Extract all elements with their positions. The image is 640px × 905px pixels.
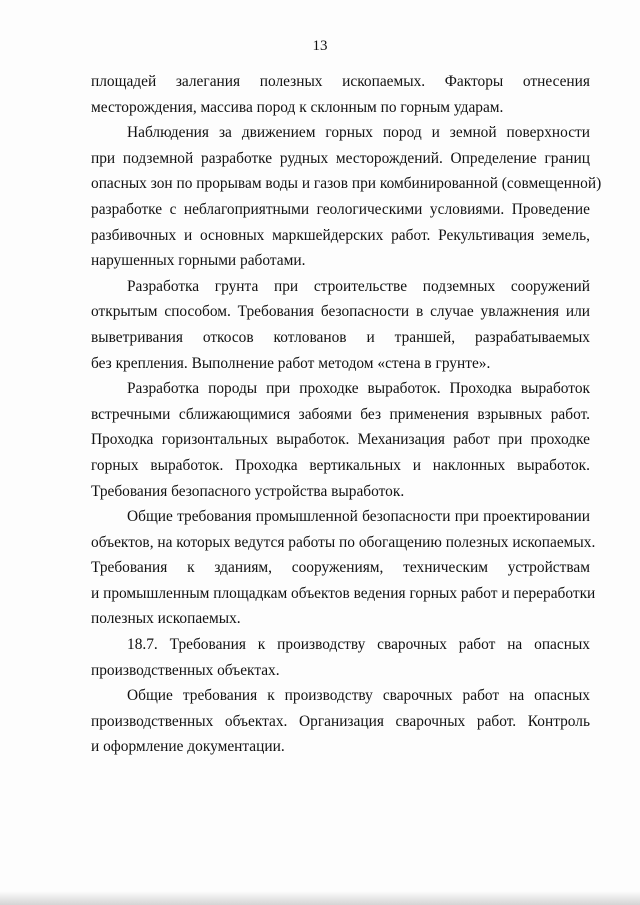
text-line: 18.7. Требования к производству сварочных работ на опасных xyxy=(127,636,590,654)
section-heading xyxy=(91,632,590,683)
text-line: полезных ископаемых. xyxy=(91,610,241,628)
text-line: и оформление документации. xyxy=(91,738,285,756)
text-line: Разработка грунта при строительстве подземных сооружений xyxy=(127,277,590,295)
text-line: нарушенных горными работами. xyxy=(91,252,306,270)
text-line: выветривания откосов котлованов и траншей, разрабатываемых xyxy=(91,328,590,346)
paragraph xyxy=(91,683,590,760)
text-line: производственных объектах. xyxy=(91,661,280,679)
text-line: встречными сближающимися забоями без применения взрывных работ. xyxy=(91,405,590,423)
text-line: производственных объектах. Организация сварочных работ. Контроль xyxy=(91,712,590,730)
scan-bottom-edge xyxy=(0,891,640,905)
text-line: разбивочных и основных маркшейдерских работ. Рекультивация земель, xyxy=(91,226,590,244)
text-line: опасных зон по прорывам воды и газов при комбинированной (совмещенной) xyxy=(91,175,602,193)
text-line: Проходка горизонтальных выработок. Механизация работ при проходке xyxy=(91,431,590,449)
text-line: месторождения, массива пород к склонным по горным ударам. xyxy=(91,98,504,116)
text-line: Общие требования к производству сварочных работ на опасных xyxy=(127,687,590,705)
text-line: объектов, на которых ведутся работы по обогащению полезных ископаемых. xyxy=(91,533,596,551)
paragraph xyxy=(91,69,590,120)
text-line: без крепления. Выполнение работ методом «стена в грунте». xyxy=(91,354,491,372)
text-line: горных выработок. Проходка вертикальных и наклонных выработок. xyxy=(91,456,590,474)
paragraph xyxy=(91,504,596,632)
paragraph xyxy=(91,120,602,274)
paragraph xyxy=(91,274,590,376)
text-line: площадей залегания полезных ископаемых. Факторы отнесения xyxy=(91,73,590,90)
text-line: Требования безопасного устройства выработок. xyxy=(91,482,405,500)
page-number: 13 xyxy=(312,38,328,54)
text-line: открытым способом. Требования безопасности в случае увлажнения или xyxy=(91,303,590,321)
text-line: Разработка породы при проходке выработок. Проходка выработок xyxy=(127,380,590,398)
text-line: Наблюдения за движением горных пород и земной поверхности xyxy=(127,124,590,142)
text-line: при подземной разработке рудных месторождений. Определение границ xyxy=(91,149,590,167)
paragraph xyxy=(91,376,590,504)
text-line: и промышленным площадкам объектов ведения горных работ и переработки xyxy=(91,584,596,602)
body-text xyxy=(91,69,602,760)
text-line: разработке с неблагоприятными геологическими условиями. Проведение xyxy=(91,200,590,218)
text-line: Общие требования промышленной безопасности при проектировании xyxy=(127,508,590,526)
text-line: Требования к зданиям, сооружениям, техническим устройствам xyxy=(91,559,590,577)
